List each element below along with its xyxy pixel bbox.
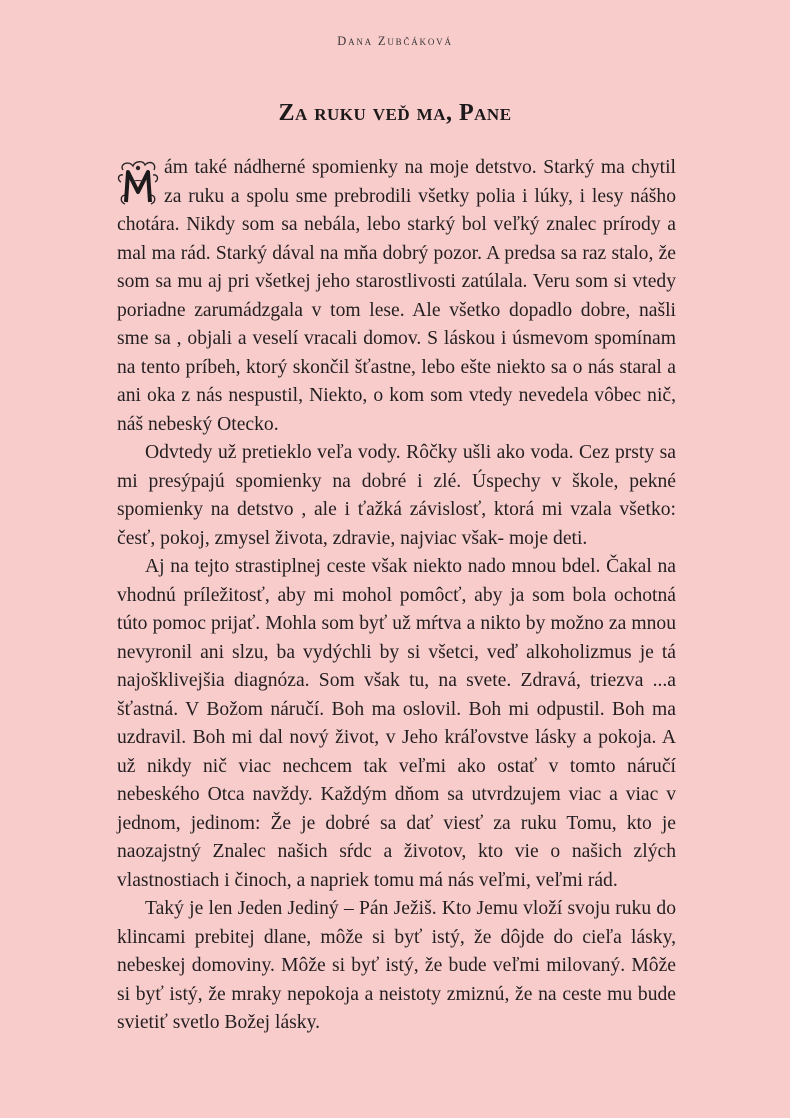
paragraph-2: Odvtedy už pretieklo veľa vody. Rôčky ušli ako voda. Cez prsty sa mi presýpajú spomienky na dobré i zlé. Úspechy v škole, pekné spomienky na detstvo , ale i ťažká závislosť, ktorá mi vzala všetko: česť, pokoj, zmysel života, zdravie, najviac však- moje deti. [117, 442, 676, 549]
paragraph-1-text: ám také nádherné spomienky na moje detstvo. Starký ma chytil za ruku a spolu sme prebrodili všetky polia i lúky, i lesy nášho chotára. Nikdy som sa nebála, lebo starký bol veľký znalec prírody a mal ma rád. Starký dával na mňa dobrý pozor. A predsa sa raz stalo, že som sa mu aj pri všetkej jeho starostlivosti zatúlala. Veru som si vtedy poriadne zarumádzgala v tom lese. Ale všetko dopadlo dobre, našli sme sa , objali a veselí vracali domov. S láskou i úsmevom spomínam na tento príbeh, ktorý skončil šťastne, lebo ešte niekto sa o nás staral a ani oka z nás nespustil, Niekto, o kom som vtedy nevedela vôbec nič, náš nebeský Otecko. [117, 157, 676, 435]
article-body [117, 154, 676, 1038]
paragraph-1 [117, 154, 676, 439]
ornamental-dropcap-m-icon [117, 158, 159, 208]
running-head-author: Dana Zubčáková [337, 34, 453, 48]
paragraph-4: Taký je len Jeden Jediný – Pán Ježiš. Kto Jemu vloží svoju ruku do klincami prebitej dlane, môže si byť istý, že dôjde do cieľa lásky, nebeskej domoviny. Môže si byť istý, že bude veľmi milovaný. Môže si byť istý, že mraky nepokoja a neistoty zmiznú, že na ceste mu bude svietiť svetlo Božej lásky. [117, 898, 676, 1033]
article-title: Za ruku veď ma, Pane [278, 100, 512, 126]
paragraph-3: Aj na tejto strastiplnej ceste však niekto nado mnou bdel. Čakal na vhodnú príležitosť, aby mi mohol pomôcť, aby ja som bola ochotná túto pomoc prijať. Mohla som byť už mŕtva a nikto by možno za mnou nevyronil ani slzu, ba vydýchli by si všetci, veď alkoholizmus je tá najošklivejšia diagnóza. Som však tu, na svete. Zdravá, triezva ...a šťastná. V Božom náručí. Boh ma oslovil. Boh mi odpustil. Boh ma uzdravil. Boh mi dal nový život, v Jeho kráľovstve lásky a pokoja. A už nikdy nič viac nechcem tak veľmi ako ostať v tomto náručí nebeského Otca navždy. Každým dňom sa utvrdzujem viac a viac v jednom, jedinom: Že je dobré sa dať viesť za ruku Tomu, kto je naozajstný Znalec našich sŕdc a životov, kto vie o našich zlých vlastnostiach i činoch, a napriek tomu má nás veľmi, veľmi rád. [117, 556, 676, 891]
